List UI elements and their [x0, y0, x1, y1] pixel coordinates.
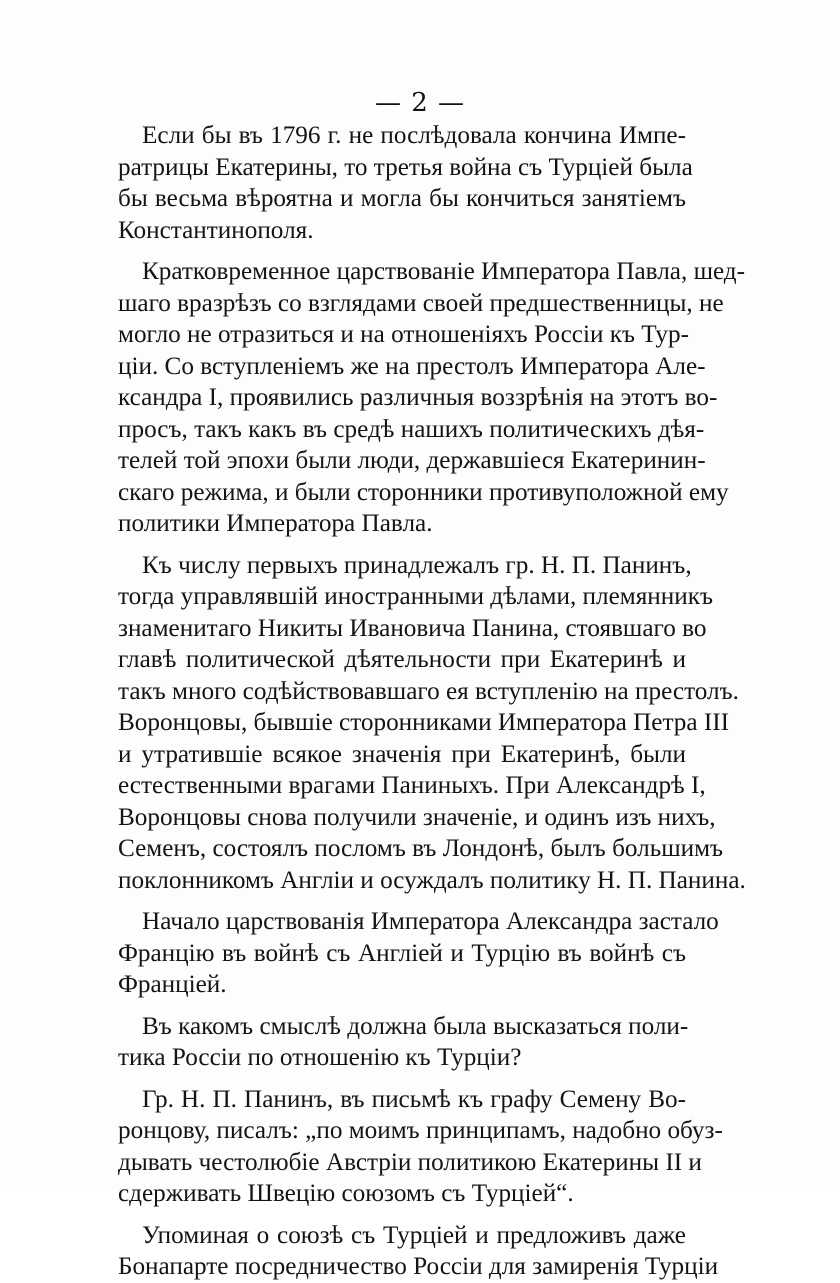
text-line: Если бы въ 1796 г. не послѣдовала кончина Импе- — [142, 122, 686, 149]
paragraph — [118, 550, 746, 897]
text-line: Константинополя. — [118, 216, 314, 244]
text-line: Бонапарте посредничество Россіи для замиренія Турціи — [118, 1253, 719, 1280]
text-line: Въ какомъ смыслѣ должна была высказаться поли- — [142, 1012, 689, 1040]
text-line: главѣ политической дѣятельности при Екатеринѣ и — [118, 646, 686, 673]
text-line: естественными врагами Паниныхъ. При Александрѣ I, — [118, 772, 706, 799]
page-text — [118, 120, 746, 1283]
text-line: Кратковременное царствованіе Императора Павла, шед- — [142, 258, 746, 285]
paragraph — [118, 256, 746, 540]
text-line: сдерживать Швецію союзомъ съ Турціей“. — [118, 1180, 574, 1207]
text-line: Франціей. — [118, 971, 227, 998]
paragraph — [118, 906, 719, 1001]
text-line: Гр. Н. П. Панинъ, въ письмѣ къ графу Семену Во- — [142, 1085, 686, 1113]
text-line: телей той эпохи были люди, державшіеся Екатеринин- — [118, 447, 706, 474]
paragraph — [118, 1220, 719, 1283]
text-line: ксандра I, проявились различныя воззрѣнія на этотъ во- — [118, 384, 718, 411]
text-line: Францію въ войнѣ съ Англіей и Турцію въ войнѣ съ — [118, 939, 686, 967]
text-line: Семенъ, состоялъ посломъ въ Лондонѣ, былъ большимъ — [118, 835, 724, 862]
text-line: ціи. Со вступленіемъ же на престолъ Императора Але- — [118, 352, 706, 380]
text-line: поклонникомъ Англіи и осуждалъ политику Н. П. Панина. — [118, 866, 746, 894]
text-line: знаменитаго Никиты Ивановича Панина, стоявшаго во — [118, 614, 707, 642]
text-line: просъ, такъ какъ въ средѣ нашихъ политическихъ дѣя- — [118, 415, 705, 443]
text-line: ронцову, писалъ: „по моимъ принципамъ, надобно обуз- — [118, 1117, 723, 1144]
text-line: Воронцовы снова получили значеніе, и одинъ изъ нихъ, — [118, 803, 716, 831]
text-line: такъ много содѣйствовавшаго ея вступленію на престолъ. — [118, 677, 739, 705]
paragraph — [118, 1011, 689, 1074]
text-line: Къ числу первыхъ принадлежалъ гр. Н. П. Панинъ, — [142, 551, 692, 579]
page-number: — 2 — — [374, 88, 466, 118]
text-line: Упоминая о союзѣ съ Турціей и предложивъ даже — [142, 1221, 686, 1249]
text-line: шаго вразрѣзъ со взглядами своей предшественницы, не — [118, 289, 724, 317]
text-line: бы весьма вѣроятна и могла бы кончиться занятіемъ — [118, 185, 686, 212]
text-line: тика Россіи по отношенію къ Турціи? — [118, 1044, 522, 1071]
text-line: политики Императора Павла. — [118, 510, 433, 537]
text-line: тогда управлявшій иностранными дѣлами, племянникъ — [118, 583, 714, 610]
text-line: дывать честолюбіе Австріи политикою Екатерины II и — [118, 1148, 702, 1176]
text-line: Начало царствованія Императора Александра застало — [142, 908, 719, 935]
text-line: ратрицы Екатерины, то третья война съ Турціей была — [118, 153, 693, 181]
text-line: скаго режима, и были сторонники противуположной ему — [118, 478, 729, 506]
text-line: и утратившіе всякое значенія при Екатеринѣ, были — [118, 740, 686, 768]
text-line: могло не отразиться и на отношеніяхъ Россіи къ Тур- — [118, 321, 689, 348]
text-line: Воронцовы, бывшіе сторонниками Императора Петра III — [118, 709, 730, 736]
paragraph — [118, 120, 693, 246]
